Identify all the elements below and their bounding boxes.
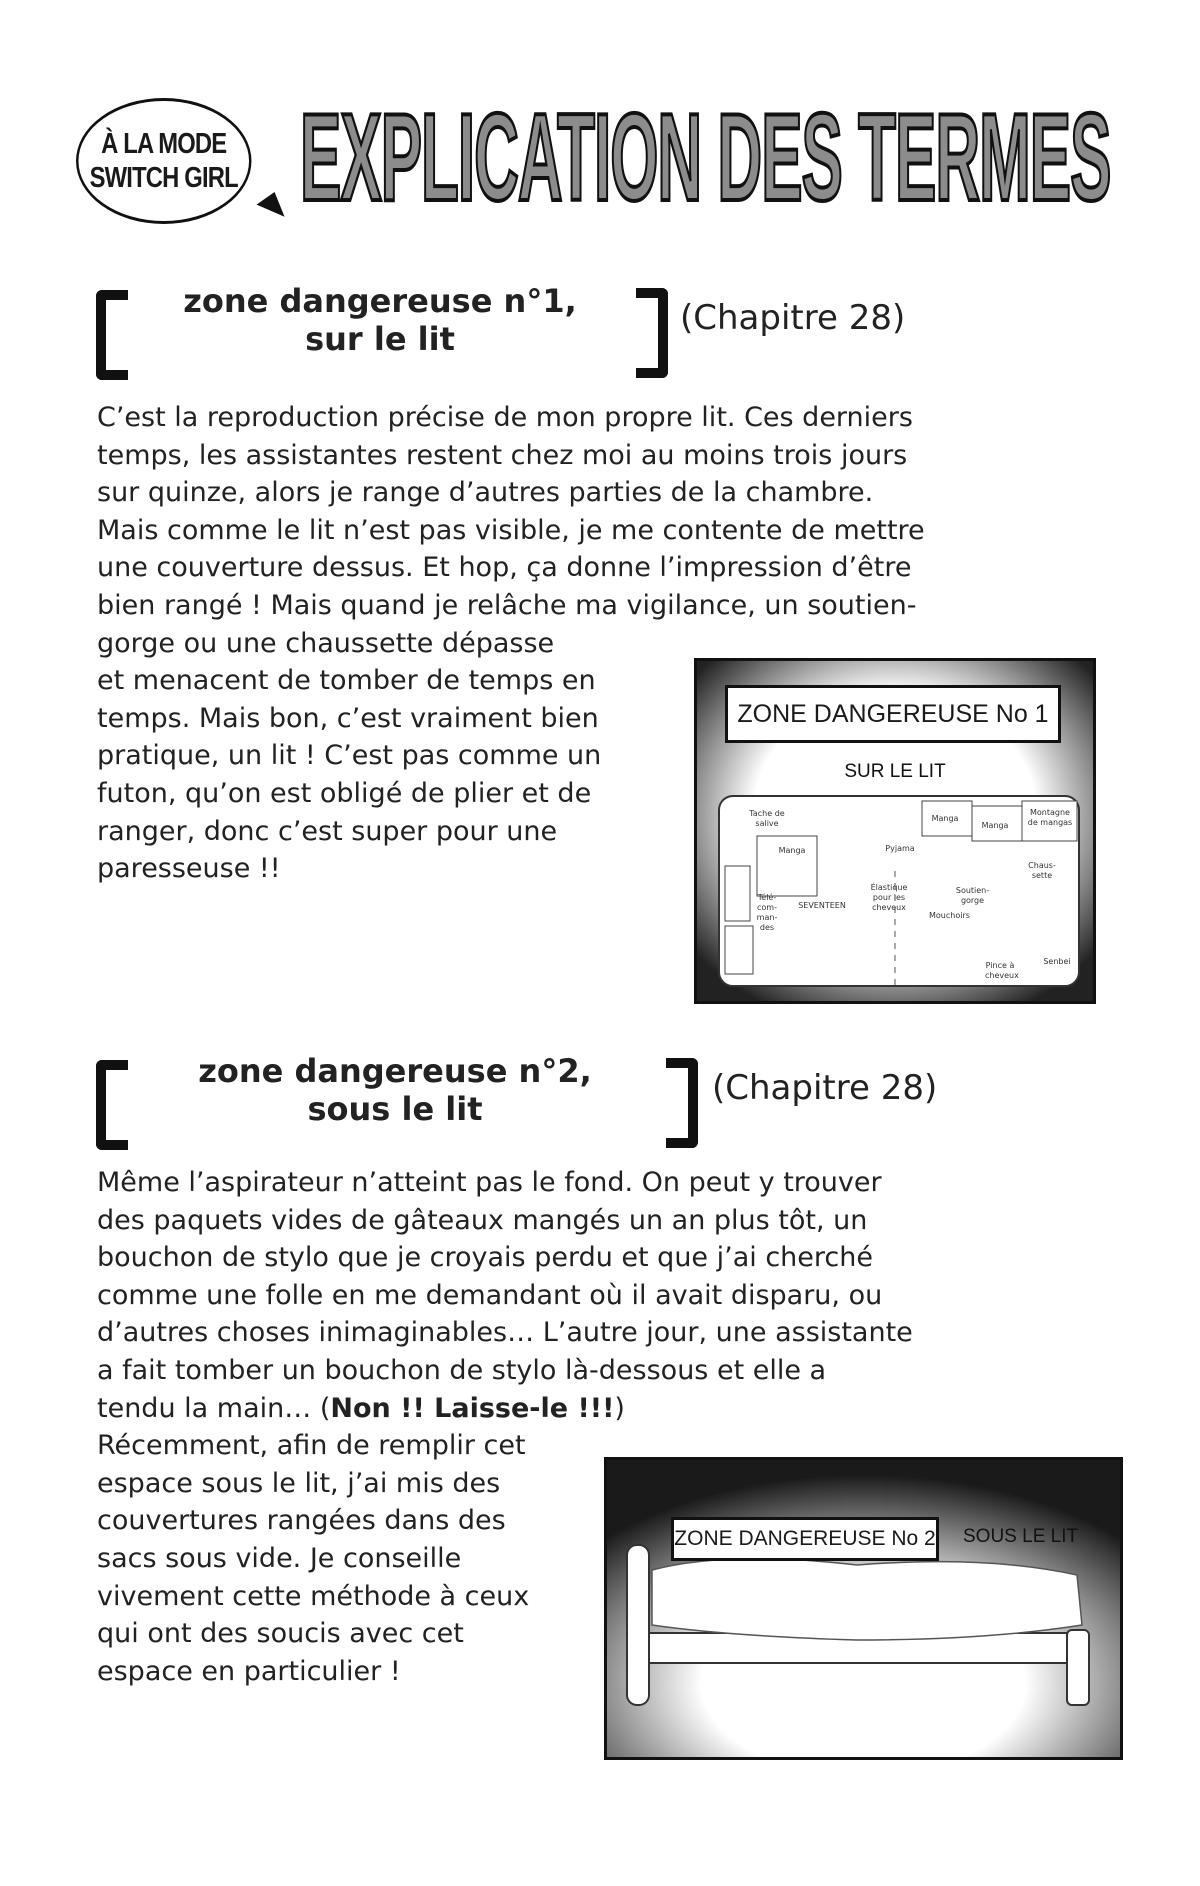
text-line-content: comme une folle en me demandant où il avait disparu, ou <box>97 1279 883 1311</box>
drawing-label: Manga <box>778 846 806 855</box>
series-name-line2: SWITCH GIRL <box>89 162 238 194</box>
text-line <box>97 1205 867 1236</box>
text-line <box>97 1430 526 1461</box>
series-speech-bubble <box>76 98 251 224</box>
text-line <box>97 1167 882 1198</box>
drawing-label: Manga <box>981 821 1009 830</box>
on-bed-subtitle: SUR LE LIT <box>844 761 946 782</box>
text-line-content: temps, les assistantes restent chez moi au moins trois jours <box>97 439 908 471</box>
section-2-chapter: (Chapitre 28) <box>712 1068 938 1108</box>
drawing-label: Élastique pour les cheveux <box>870 883 908 912</box>
bed-side-drawing <box>607 1460 1120 1757</box>
text-line <box>97 665 596 696</box>
danger-zone-1-sign: ZONE DANGEREUSE No 1 <box>725 685 1061 743</box>
text-line <box>97 778 591 809</box>
text-line-content: bouchon de stylo que je croyais perdu et que j’ai cherché <box>97 1242 873 1274</box>
drawing-label: Mouchoirs <box>929 911 970 920</box>
drawing-label: Télé-com-man-des <box>756 893 778 932</box>
text-line-content: a fait tomber un bouchon de stylo là-dessous et elle a <box>97 1355 827 1386</box>
drawing-label: Pince à cheveux <box>985 961 1019 980</box>
text-line <box>97 1505 506 1536</box>
illustration-on-bed <box>694 658 1096 1004</box>
text-line <box>97 1656 401 1687</box>
text-line-content: bien rangé ! Mais quand je relâche ma vigilance, un soutien- <box>97 590 917 621</box>
text-line <box>97 628 554 659</box>
illustration-under-bed <box>604 1457 1123 1760</box>
text-line <box>97 1468 500 1499</box>
section-1-heading-line2: sur le lit <box>305 320 455 358</box>
right-bracket-icon <box>666 1058 698 1148</box>
text-line <box>97 477 873 508</box>
emphasis-close: ) <box>614 1392 625 1424</box>
left-bracket-icon <box>96 290 128 380</box>
text-line-content: des paquets vides de gâteaux mangés un an plus tôt, un <box>97 1204 868 1236</box>
text-line-content: couvertures rangées dans des <box>97 1505 506 1537</box>
drawing-label: Chaus-sette <box>1028 861 1056 880</box>
text-line-content: et menacent de tomber de temps en <box>97 665 596 697</box>
text-line <box>97 1393 625 1424</box>
under-bed-subtitle: SOUS LE LIT <box>963 1526 1079 1547</box>
text-line-content: Même l’aspirateur n’atteint pas le fond. On peut y trouver <box>97 1167 882 1198</box>
text-line <box>97 440 907 471</box>
drawing-label: Pyjama <box>885 844 915 853</box>
text-line-content: gorge ou une chaussette dépasse <box>97 627 555 659</box>
emphasis-text: Non !! Laisse-le !!! <box>330 1392 615 1424</box>
text-line-content: sacs sous vide. Je conseille <box>97 1543 462 1574</box>
text-line-content: futon, qu’on est obligé de plier et de <box>97 778 592 809</box>
drawing-label: Soutien-gorge <box>955 886 990 905</box>
text-line <box>97 1543 461 1574</box>
text-line-content: paresseuse !! <box>97 853 281 885</box>
text-line <box>97 552 911 583</box>
drawing-label: Tache de salive <box>749 809 785 828</box>
section-2-heading-line1: zone dangereuse n°2, <box>198 1052 592 1090</box>
text-line <box>97 1618 464 1649</box>
section-1-chapter: (Chapitre 28) <box>680 298 906 338</box>
speech-bubble-tail <box>257 192 290 226</box>
series-name-line1: À LA MODE <box>101 128 227 160</box>
magazine-label: SEVENTEEN <box>798 901 846 910</box>
right-bracket-icon <box>636 288 668 378</box>
text-line-content: vivement cette méthode à ceux <box>97 1580 530 1612</box>
drawing-label: Montagne de mangas <box>1027 808 1073 827</box>
text-line <box>97 402 913 433</box>
text-line-content: pratique, un lit ! C’est pas comme un <box>97 740 602 772</box>
text-line <box>97 816 557 847</box>
text-line-content: tendu la main… ( <box>97 1392 331 1424</box>
text-line <box>97 853 281 884</box>
text-line <box>97 1355 826 1386</box>
text-line-content: d’autres choses inimaginables… L’autre jour, une assistante <box>97 1317 913 1349</box>
text-line <box>97 740 601 771</box>
page-title: EXPLICATION DES TERMES <box>300 89 1111 227</box>
left-bracket-icon <box>96 1060 128 1150</box>
danger-zone-2-sign: ZONE DANGEREUSE No 2 <box>671 1517 939 1561</box>
text-line <box>97 590 916 621</box>
text-line <box>97 515 925 546</box>
section-2-heading <box>160 1052 630 1128</box>
text-line-content: Récemment, afin de remplir cet <box>97 1430 526 1462</box>
section-2-heading-line2: sous le lit <box>307 1090 483 1128</box>
drawing-label: Manga <box>931 814 959 823</box>
text-line-content: ranger, donc c’est super pour une <box>97 815 558 847</box>
text-line-content: qui ont des soucis avec cet <box>97 1618 464 1650</box>
text-line-content: espace en particulier ! <box>97 1655 401 1687</box>
text-line <box>97 703 599 734</box>
section-1-heading-line1: zone dangereuse n°1, <box>183 282 577 320</box>
text-line-content: C’est la reproduction précise de mon propre lit. Ces derniers <box>97 402 913 433</box>
text-line <box>97 1581 529 1612</box>
text-line-content: Mais comme le lit n’est pas visible, je me contente de mettre <box>97 514 925 546</box>
text-line-content: espace sous le lit, j’ai mis des <box>97 1467 501 1499</box>
text-line-content: sur quinze, alors je range d’autres parties de la chambre. <box>97 477 874 509</box>
drawing-label: Senbei <box>1043 957 1071 966</box>
section-1-heading <box>150 282 610 358</box>
text-line <box>97 1242 873 1273</box>
text-line-content: temps. Mais bon, c’est vraiment bien <box>97 702 599 734</box>
text-line <box>97 1317 913 1348</box>
text-line <box>97 1280 882 1311</box>
text-line-content: une couverture dessus. Et hop, ça donne l’impression d’être <box>97 552 912 584</box>
